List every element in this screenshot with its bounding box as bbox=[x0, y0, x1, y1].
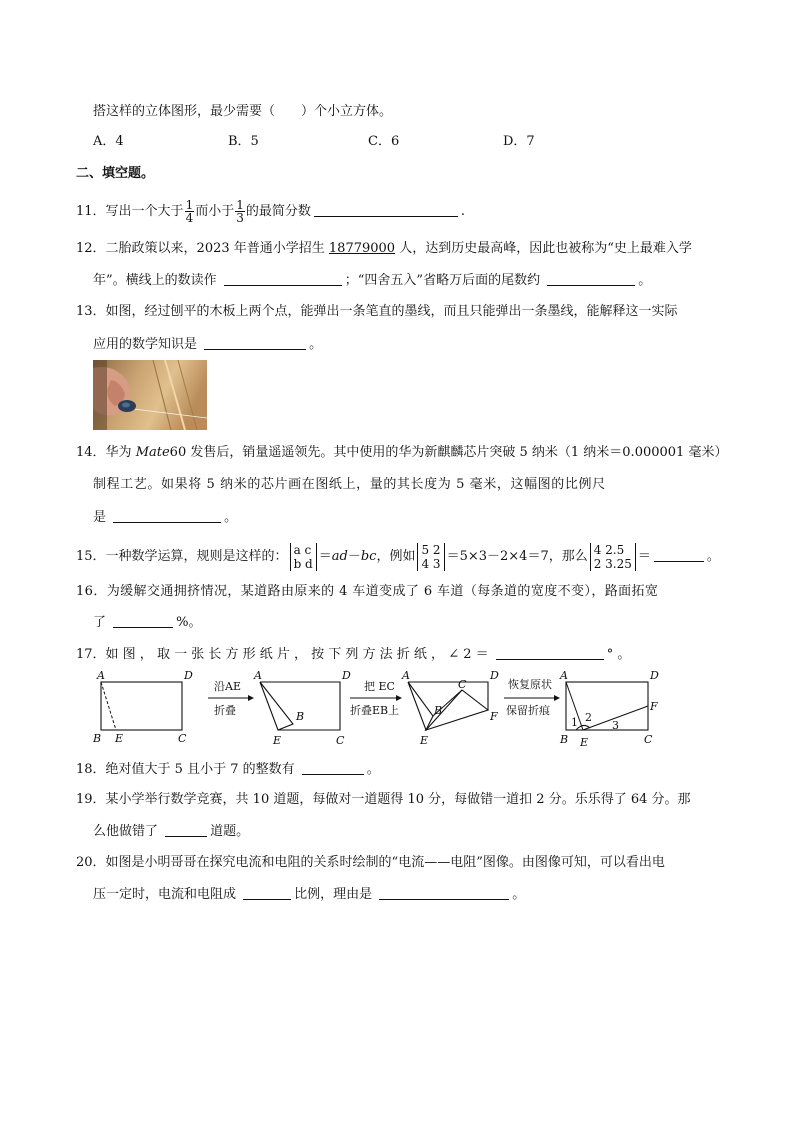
q19-line1 bbox=[76, 791, 691, 809]
q11-number: 11． bbox=[76, 204, 106, 219]
q20-blank-proportion[interactable] bbox=[243, 885, 291, 900]
q15-text: 一种数学运算，规则是这样的： bbox=[105, 549, 288, 564]
q11 bbox=[76, 199, 465, 224]
q17 bbox=[76, 645, 630, 664]
q14-number: 14． bbox=[76, 445, 106, 460]
q12-underlined-number: 18779000 bbox=[328, 241, 396, 256]
svg-text:把 EC: 把 EC bbox=[364, 680, 395, 693]
q18-answer-blank[interactable] bbox=[302, 760, 364, 775]
q12-blank-rounding[interactable] bbox=[547, 271, 635, 286]
svg-text:A: A bbox=[560, 669, 568, 682]
wood-board-image bbox=[93, 360, 207, 430]
q14-text: 华为 bbox=[105, 445, 136, 460]
q11-fraction-2: $\frac{1}{3}$ bbox=[236, 198, 244, 225]
q20-line1 bbox=[76, 854, 665, 872]
q13-line2 bbox=[93, 335, 322, 354]
q10-option-a: A．4 bbox=[93, 134, 124, 149]
q13-answer-blank[interactable] bbox=[204, 335, 306, 350]
q11-end: . bbox=[460, 204, 466, 219]
svg-text:E: E bbox=[273, 734, 282, 747]
svg-text:E: E bbox=[580, 736, 589, 749]
q14-line1 bbox=[76, 444, 727, 462]
q16-end: %。 bbox=[176, 615, 202, 630]
svg-text:B: B bbox=[296, 710, 305, 723]
q15-expr: ad bbox=[331, 549, 348, 564]
q14-text-3: 是 bbox=[93, 510, 111, 525]
fold-panel-2 bbox=[253, 669, 351, 747]
q12-end: 。 bbox=[638, 273, 652, 288]
q15-end: 。 bbox=[706, 549, 720, 564]
q13-line1 bbox=[76, 303, 678, 321]
q20-text: 如图是小明哥哥在探究电流和电阻的关系时绘制的“电流——电阻”图像。由图像可知，可以看出电 bbox=[105, 855, 665, 870]
svg-text:B: B bbox=[560, 733, 569, 746]
q12-blank-reading[interactable] bbox=[224, 271, 342, 286]
svg-text:C: C bbox=[644, 733, 653, 746]
svg-text:D: D bbox=[490, 669, 499, 682]
q15-determinant-question: 4 2.5 2 3.25 bbox=[590, 543, 636, 571]
q14-line2: 制程工艺。如果将 5 纳米的芯片画在图纸上，量的其长度为 5 毫米，这幅图的比例尺 bbox=[93, 477, 606, 492]
q10-option-c: C．6 bbox=[368, 134, 400, 149]
q17-text: 如 图 ， 取 一 张 长 方 形 纸 片 ， 按 下 列 方 法 折 纸 ， ∠ 2 ＝ bbox=[105, 647, 493, 662]
q19-text-2: 么他做错了 bbox=[93, 824, 163, 839]
q15 bbox=[76, 540, 720, 574]
q15-eq: ＝ bbox=[318, 549, 332, 564]
q19-text-3: 道题。 bbox=[210, 824, 250, 839]
svg-text:D: D bbox=[184, 669, 193, 682]
svg-text:E: E bbox=[420, 734, 429, 747]
q15-expr2: bc bbox=[360, 549, 377, 564]
q11-text-2: 而小于 bbox=[195, 204, 235, 219]
svg-text:C: C bbox=[336, 734, 345, 747]
q10-option-d: D．7 bbox=[503, 134, 535, 149]
q14-brand: Mate bbox=[135, 445, 170, 460]
svg-text:C: C bbox=[178, 732, 187, 745]
fold-step-3-arrow bbox=[504, 677, 560, 717]
svg-text:A: A bbox=[254, 669, 262, 682]
q18 bbox=[76, 760, 380, 779]
q15-determinant-example: 5 2 4 3 bbox=[417, 543, 444, 571]
q11-text: 写出一个大于 bbox=[105, 204, 184, 219]
q15-eq-2: ＝ bbox=[637, 549, 651, 564]
q17-folding-figure bbox=[88, 668, 688, 750]
svg-text:折叠: 折叠 bbox=[214, 704, 236, 717]
q12-text-2: 人，达到历史最高峰，因此也被称为“史上最难入学 bbox=[395, 241, 692, 256]
svg-text:恢复原状: 恢复原状 bbox=[508, 678, 552, 691]
svg-text:D: D bbox=[650, 669, 659, 682]
q20-end: 。 bbox=[512, 887, 526, 902]
svg-text:D: D bbox=[342, 669, 351, 682]
section-title-fill-blank: 二、填空题。 bbox=[76, 166, 155, 181]
q20-number: 20． bbox=[76, 855, 106, 870]
svg-text:B: B bbox=[93, 732, 102, 745]
q19-answer-blank[interactable] bbox=[165, 822, 207, 837]
q12-text: 二胎政策以来，2023 年普通小学招生 bbox=[105, 241, 329, 256]
q12-text-4: ；“四舍五入”省略万后面的尾数约 bbox=[344, 273, 545, 288]
fold-panel-1 bbox=[92, 669, 193, 745]
q18-number: 18． bbox=[76, 762, 106, 777]
q12-text-3: 年”。横线上的数读作 bbox=[93, 273, 221, 288]
fold-panel-4 bbox=[559, 669, 659, 749]
svg-text:2: 2 bbox=[585, 711, 592, 724]
fold-step-1-arrow bbox=[208, 680, 254, 717]
q15-answer-blank[interactable] bbox=[654, 547, 704, 562]
svg-text:保留折痕: 保留折痕 bbox=[506, 704, 550, 717]
q13-text: 如图，经过刨平的木板上两个点，能弹出一条笔直的墨线，而且只能弹出一条墨线，能解释这一实际 bbox=[105, 304, 678, 319]
svg-text:B: B bbox=[434, 704, 443, 717]
q18-end: 。 bbox=[366, 762, 380, 777]
q19-text: 某小学举行数学竞赛，共 10 道题，每做对一道题得 10 分，每做错一道扣 2 分。乐乐得了 64 分。那 bbox=[105, 792, 691, 807]
q11-text-3: 的最简分数 bbox=[245, 204, 311, 219]
q14-text-2: 60 发售后，销量遥遥领先。其中使用的华为新麒麟芯片突破 5 纳米（1 纳米＝0.000001 毫米） bbox=[169, 445, 728, 460]
q15-determinant-abcd: a c b d bbox=[290, 543, 317, 571]
svg-text:A: A bbox=[402, 669, 410, 682]
q16-line1 bbox=[76, 583, 658, 601]
q12-line1 bbox=[76, 240, 692, 258]
q12-line2 bbox=[93, 271, 651, 290]
q16-line2 bbox=[93, 613, 202, 632]
q16-text-2: 了 bbox=[93, 615, 111, 630]
q11-answer-blank[interactable] bbox=[314, 202, 458, 217]
q15-number: 15． bbox=[76, 549, 106, 564]
q13-end: 。 bbox=[309, 337, 323, 352]
q13-text-2: 应用的数学知识是 bbox=[93, 337, 202, 352]
q18-text: 绝对值大于 5 且小于 7 的整数有 bbox=[105, 762, 299, 777]
svg-text:1: 1 bbox=[571, 716, 578, 729]
svg-text:A: A bbox=[97, 669, 105, 682]
svg-text:C: C bbox=[458, 678, 467, 691]
q11-fraction-1: $\frac{1}{4}$ bbox=[185, 198, 194, 225]
q13-wood-board-photo bbox=[93, 360, 207, 430]
q20-text-3: 比例，理由是 bbox=[294, 887, 377, 902]
q10-option-b: B．5 bbox=[228, 134, 259, 149]
svg-text:折叠EB上: 折叠EB上 bbox=[350, 704, 400, 717]
q16-answer-blank[interactable] bbox=[113, 613, 173, 628]
q20-blank-reason[interactable] bbox=[379, 885, 509, 900]
q20-text-2: 压一定时，电流和电阻成 bbox=[93, 887, 241, 902]
q15-minus: － bbox=[347, 549, 361, 564]
q14-end: 。 bbox=[224, 510, 238, 525]
q17-answer-blank[interactable] bbox=[496, 645, 604, 660]
svg-text:F: F bbox=[490, 710, 498, 723]
q17-end: ° 。 bbox=[606, 647, 631, 662]
q13-number: 13． bbox=[76, 304, 106, 319]
q17-number: 17． bbox=[76, 647, 106, 662]
svg-text:沿AE: 沿AE bbox=[214, 680, 241, 693]
svg-text:3: 3 bbox=[612, 719, 619, 732]
q12-number: 12． bbox=[76, 241, 106, 256]
q10-stem-tail: 搭这样的立体图形，最少需要（ ）个小立方体。 bbox=[93, 104, 393, 119]
q19-line2 bbox=[93, 822, 249, 841]
q16-number: 16． bbox=[76, 584, 107, 599]
svg-text:E: E bbox=[115, 732, 124, 745]
q15-example-result: ＝5×3－2×4＝7，那么 bbox=[446, 549, 588, 564]
fold-step-2-arrow bbox=[350, 679, 402, 717]
q20-line2 bbox=[93, 885, 525, 904]
q15-example: ，例如 bbox=[376, 549, 416, 564]
q19-number: 19． bbox=[76, 792, 106, 807]
svg-text:F: F bbox=[650, 700, 658, 713]
q14-line3 bbox=[93, 508, 237, 527]
q14-answer-blank[interactable] bbox=[113, 508, 221, 523]
q16-text: 为缓解交通拥挤情况，某道路由原来的 4 车道变成了 6 车道（每条道的宽度不变），路面拓宽 bbox=[106, 584, 659, 599]
fold-panel-3 bbox=[401, 669, 499, 747]
